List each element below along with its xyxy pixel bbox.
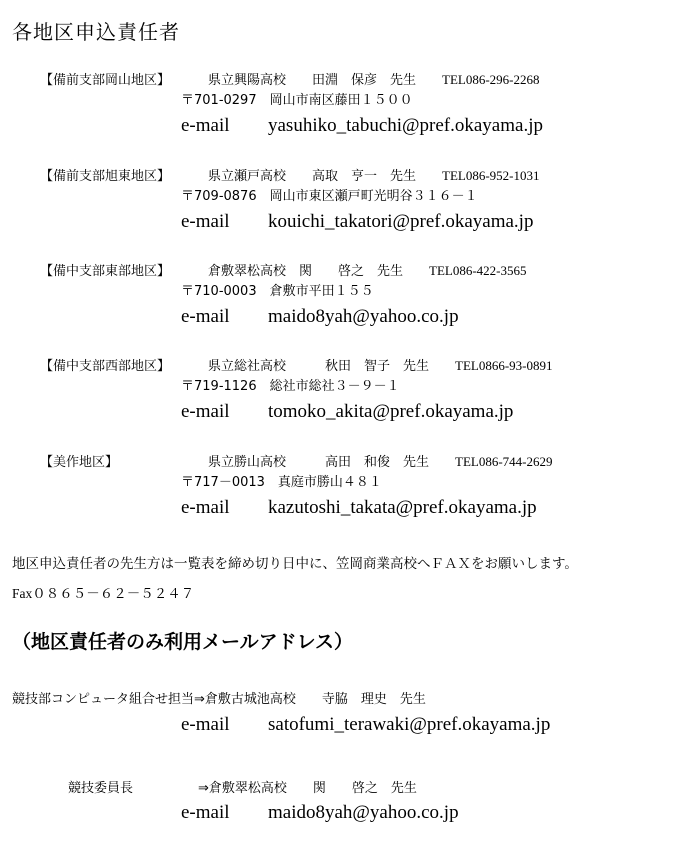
tel-number: TEL086-296-2268 xyxy=(442,72,540,87)
school-contact xyxy=(208,260,527,279)
postal-address: 〒709-0876 岡山市東区瀬戸町光明谷３１６－１ xyxy=(181,189,478,204)
page-title: 各地区申込責任者 xyxy=(12,20,180,44)
school-teacher: 倉敷翠松高校 関 啓之 先生 xyxy=(208,264,430,279)
email-address[interactable]: tomoko_akita@pref.okayama.jp xyxy=(268,401,514,422)
email-label: e-mail xyxy=(181,306,230,327)
postal-address: 〒717－0013 真庭市勝山４８１ xyxy=(181,475,382,490)
contact-line-chair: 競技委員長 ⇒倉敷翠松高校 関 啓之 先生 xyxy=(68,781,417,796)
region-block-okayama xyxy=(0,69,690,149)
fax-notice: 地区申込責任者の先生方は一覧表を締め切り日中に、笠岡商業高校へＦＡＸをお願いします。 xyxy=(12,556,578,572)
region-name: 【備中支部東部地区】 xyxy=(40,264,171,279)
school-contact xyxy=(208,451,553,470)
email-label: e-mail xyxy=(181,802,230,823)
school-teacher: 県立瀬戸高校 高取 亨一 先生 xyxy=(208,169,443,184)
region-block-mimasaka xyxy=(0,451,690,531)
tel-number: TEL086-744-2629 xyxy=(455,454,553,469)
email-address[interactable]: kouichi_takatori@pref.okayama.jp xyxy=(268,211,534,232)
postal-address: 〒701-0297 岡山市南区藤田１５００ xyxy=(181,93,413,108)
email-label: e-mail xyxy=(181,714,230,735)
email-address[interactable]: kazutoshi_takata@pref.okayama.jp xyxy=(268,497,537,518)
email-label: e-mail xyxy=(181,115,230,136)
email-label: e-mail xyxy=(181,211,230,232)
tel-number: TEL086-422-3565 xyxy=(429,263,527,278)
fax-number: ０８６５－６２－５２４７ xyxy=(32,586,195,602)
school-teacher: 県立勝山高校 高田 和俊 先生 xyxy=(208,455,456,470)
email-address[interactable]: satofumi_terawaki@pref.okayama.jp xyxy=(268,714,551,735)
region-block-bitchu-west xyxy=(0,355,690,435)
school-contact xyxy=(208,69,540,88)
email-label: e-mail xyxy=(181,401,230,422)
region-name: 【備前支部岡山地区】 xyxy=(40,73,171,88)
school-teacher: 県立興陽高校 田淵 保彦 先生 xyxy=(208,73,443,88)
tel-number: TEL086-952-1031 xyxy=(442,168,540,183)
school-contact xyxy=(208,355,553,374)
tel-number: TEL0866-93-0891 xyxy=(455,358,553,373)
section-heading: （地区責任者のみ利用メールアドレス） xyxy=(12,631,354,653)
school-contact xyxy=(208,165,540,184)
email-address[interactable]: yasuhiko_tabuchi@pref.okayama.jp xyxy=(268,115,543,136)
postal-address: 〒719-1126 総社市総社３－９－１ xyxy=(181,379,400,394)
region-name: 【備中支部西部地区】 xyxy=(40,359,171,374)
email-address[interactable]: maido8yah@yahoo.co.jp xyxy=(268,306,459,327)
email-label: e-mail xyxy=(181,497,230,518)
region-block-kyokuto xyxy=(0,165,690,245)
region-block-bitchu-east xyxy=(0,260,690,340)
fax-label: Fax xyxy=(12,586,33,601)
region-name: 【備前支部旭東地区】 xyxy=(40,169,171,184)
school-teacher: 県立総社高校 秋田 智子 先生 xyxy=(208,359,456,374)
email-address[interactable]: maido8yah@yahoo.co.jp xyxy=(268,802,459,823)
postal-address: 〒710-0003 倉敷市平田１５５ xyxy=(181,284,374,299)
fax-line xyxy=(12,582,194,602)
region-name: 【美作地区】 xyxy=(40,455,119,470)
contact-line-computer: 競技部コンピュータ組合せ担当⇒倉敷古城池高校 寺脇 理史 先生 xyxy=(12,692,426,707)
